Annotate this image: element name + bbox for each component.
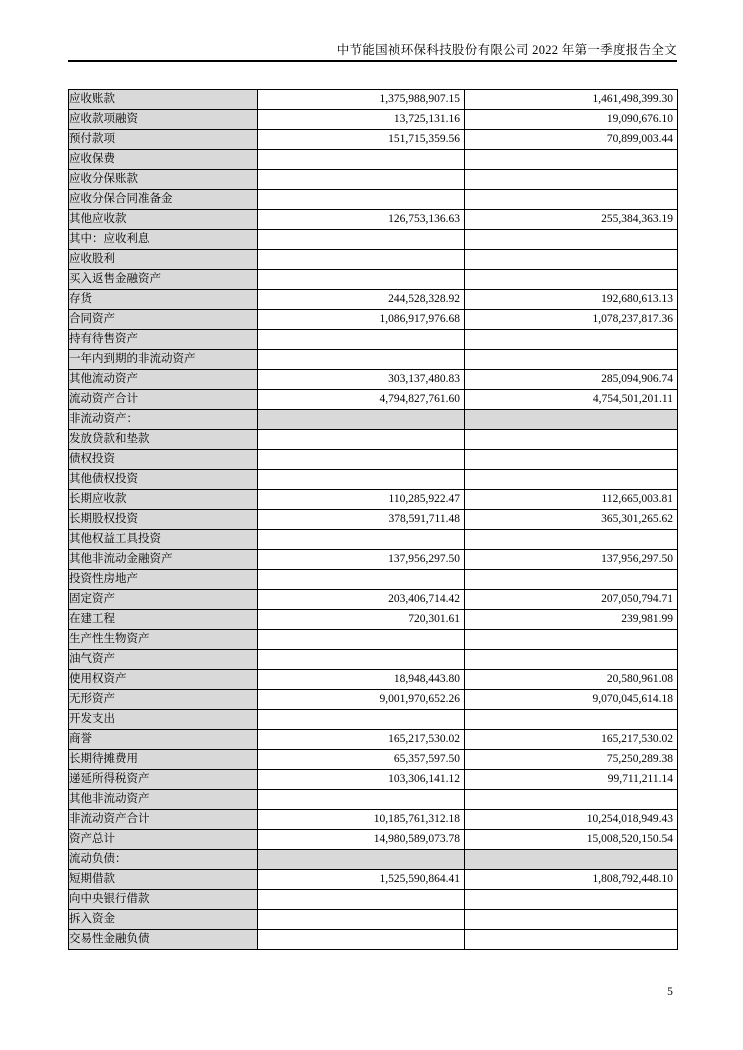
value-current-period-cell: 1,525,590,864.41 [258, 870, 465, 890]
row-label-cell: 其他债权投资 [69, 470, 258, 490]
table-row [69, 550, 678, 570]
row-label-cell: 资产总计 [69, 830, 258, 850]
value-previous-period-cell [465, 930, 678, 950]
row-label-cell: 应收账款 [69, 90, 258, 110]
table-row [69, 450, 678, 470]
value-current-period-cell: 203,406,714.42 [258, 590, 465, 610]
value-current-period-cell: 10,185,761,312.18 [258, 810, 465, 830]
table-row [69, 190, 678, 210]
row-label-cell: 生产性生物资产 [69, 630, 258, 650]
table-row [69, 870, 678, 890]
value-current-period-cell [258, 470, 465, 490]
row-label-cell: 发放贷款和垫款 [69, 430, 258, 450]
value-previous-period-cell [465, 350, 678, 370]
value-current-period-cell: 14,980,589,073.78 [258, 830, 465, 850]
row-label-cell: 商誉 [69, 730, 258, 750]
row-label-cell: 持有待售资产 [69, 330, 258, 350]
value-current-period-cell [258, 790, 465, 810]
value-current-period-cell [258, 630, 465, 650]
value-previous-period-cell [465, 450, 678, 470]
row-label-cell: 长期待摊费用 [69, 750, 258, 770]
value-previous-period-cell: 192,680,613.13 [465, 290, 678, 310]
value-current-period-cell: 9,001,970,652.26 [258, 690, 465, 710]
value-current-period-cell [258, 410, 465, 430]
table-row [69, 510, 678, 530]
table-row [69, 650, 678, 670]
value-previous-period-cell: 1,078,237,817.36 [465, 310, 678, 330]
value-previous-period-cell [465, 790, 678, 810]
value-current-period-cell: 165,217,530.02 [258, 730, 465, 750]
value-current-period-cell: 126,753,136.63 [258, 210, 465, 230]
row-label-cell: 固定资产 [69, 590, 258, 610]
table-row [69, 790, 678, 810]
table-row [69, 330, 678, 350]
value-previous-period-cell [465, 650, 678, 670]
row-label-cell: 其中：应收利息 [69, 230, 258, 250]
table-row [69, 390, 678, 410]
value-current-period-cell [258, 230, 465, 250]
value-previous-period-cell [465, 150, 678, 170]
row-label-cell: 无形资产 [69, 690, 258, 710]
balance-sheet-body [69, 90, 678, 950]
value-current-period-cell: 13,725,131.16 [258, 110, 465, 130]
value-current-period-cell: 103,306,141.12 [258, 770, 465, 790]
value-current-period-cell [258, 170, 465, 190]
value-previous-period-cell [465, 570, 678, 590]
value-previous-period-cell: 255,384,363.19 [465, 210, 678, 230]
value-previous-period-cell: 9,070,045,614.18 [465, 690, 678, 710]
value-current-period-cell: 303,137,480.83 [258, 370, 465, 390]
value-previous-period-cell: 285,094,906.74 [465, 370, 678, 390]
table-row [69, 250, 678, 270]
value-previous-period-cell [465, 470, 678, 490]
value-previous-period-cell [465, 530, 678, 550]
table-row [69, 770, 678, 790]
row-label-cell: 应收保费 [69, 150, 258, 170]
row-label-cell: 拆入资金 [69, 910, 258, 930]
value-current-period-cell: 1,375,988,907.15 [258, 90, 465, 110]
value-current-period-cell [258, 190, 465, 210]
section-row [69, 410, 678, 430]
value-previous-period-cell [465, 250, 678, 270]
value-current-period-cell [258, 850, 465, 870]
table-row [69, 610, 678, 630]
table-row [69, 750, 678, 770]
table-row [69, 930, 678, 950]
value-previous-period-cell [465, 910, 678, 930]
row-label-cell: 其他非流动金融资产 [69, 550, 258, 570]
table-row [69, 270, 678, 290]
table-row [69, 290, 678, 310]
table-row [69, 210, 678, 230]
value-current-period-cell [258, 910, 465, 930]
table-row [69, 310, 678, 330]
table-row [69, 130, 678, 150]
table-row [69, 910, 678, 930]
value-previous-period-cell [465, 630, 678, 650]
value-previous-period-cell [465, 890, 678, 910]
value-current-period-cell: 720,301.61 [258, 610, 465, 630]
value-previous-period-cell: 70,899,003.44 [465, 130, 678, 150]
value-current-period-cell: 137,956,297.50 [258, 550, 465, 570]
section-row [69, 850, 678, 870]
row-label-cell: 非流动资产： [69, 410, 258, 430]
value-previous-period-cell [465, 230, 678, 250]
value-previous-period-cell: 10,254,018,949.43 [465, 810, 678, 830]
value-current-period-cell [258, 650, 465, 670]
value-current-period-cell [258, 330, 465, 350]
balance-sheet-table [68, 89, 678, 950]
value-previous-period-cell [465, 430, 678, 450]
value-previous-period-cell [465, 170, 678, 190]
table-row [69, 590, 678, 610]
table-row [69, 810, 678, 830]
row-label-cell: 其他流动资产 [69, 370, 258, 390]
row-label-cell: 流动负债： [69, 850, 258, 870]
value-previous-period-cell: 20,580,961.08 [465, 670, 678, 690]
table-row [69, 430, 678, 450]
value-previous-period-cell [465, 410, 678, 430]
row-label-cell: 存货 [69, 290, 258, 310]
value-current-period-cell: 151,715,359.56 [258, 130, 465, 150]
row-label-cell: 长期股权投资 [69, 510, 258, 530]
value-current-period-cell [258, 150, 465, 170]
row-label-cell: 其他权益工具投资 [69, 530, 258, 550]
value-current-period-cell [258, 930, 465, 950]
row-label-cell: 交易性金融负债 [69, 930, 258, 950]
value-current-period-cell: 65,357,597.50 [258, 750, 465, 770]
row-label-cell: 长期应收款 [69, 490, 258, 510]
value-previous-period-cell: 4,754,501,201.11 [465, 390, 678, 410]
row-label-cell: 应收分保合同准备金 [69, 190, 258, 210]
row-label-cell: 其他应收款 [69, 210, 258, 230]
table-row [69, 730, 678, 750]
report-header-title: 中节能国祯环保科技股份有限公司 2022 年第一季度报告全文 [336, 43, 677, 57]
row-label-cell: 短期借款 [69, 870, 258, 890]
value-current-period-cell [258, 250, 465, 270]
value-current-period-cell: 1,086,917,976.68 [258, 310, 465, 330]
value-current-period-cell [258, 350, 465, 370]
value-current-period-cell: 378,591,711.48 [258, 510, 465, 530]
table-row [69, 470, 678, 490]
table-row [69, 370, 678, 390]
value-previous-period-cell: 15,008,520,150.54 [465, 830, 678, 850]
table-row [69, 570, 678, 590]
value-current-period-cell: 18,948,443.80 [258, 670, 465, 690]
page-number: 5 [667, 986, 673, 998]
value-current-period-cell [258, 270, 465, 290]
value-previous-period-cell: 1,808,792,448.10 [465, 870, 678, 890]
row-label-cell: 应收股利 [69, 250, 258, 270]
table-row [69, 110, 678, 130]
table-row [69, 630, 678, 650]
value-previous-period-cell: 75,250,289.38 [465, 750, 678, 770]
value-current-period-cell [258, 710, 465, 730]
table-row [69, 530, 678, 550]
header-rule [68, 60, 677, 62]
row-label-cell: 买入返售金融资产 [69, 270, 258, 290]
value-previous-period-cell [465, 190, 678, 210]
value-previous-period-cell: 365,301,265.62 [465, 510, 678, 530]
value-previous-period-cell: 239,981.99 [465, 610, 678, 630]
row-label-cell: 其他非流动资产 [69, 790, 258, 810]
table-row [69, 350, 678, 370]
value-current-period-cell [258, 450, 465, 470]
row-label-cell: 投资性房地产 [69, 570, 258, 590]
row-label-cell: 油气资产 [69, 650, 258, 670]
row-label-cell: 流动资产合计 [69, 390, 258, 410]
value-previous-period-cell [465, 330, 678, 350]
table-row [69, 90, 678, 110]
table-row [69, 690, 678, 710]
value-previous-period-cell [465, 710, 678, 730]
value-current-period-cell [258, 530, 465, 550]
value-previous-period-cell: 207,050,794.71 [465, 590, 678, 610]
value-previous-period-cell: 137,956,297.50 [465, 550, 678, 570]
row-label-cell: 递延所得税资产 [69, 770, 258, 790]
table-row [69, 710, 678, 730]
value-current-period-cell: 4,794,827,761.60 [258, 390, 465, 410]
row-label-cell: 向中央银行借款 [69, 890, 258, 910]
table-row [69, 890, 678, 910]
value-current-period-cell: 244,528,328.92 [258, 290, 465, 310]
value-current-period-cell: 110,285,922.47 [258, 490, 465, 510]
row-label-cell: 使用权资产 [69, 670, 258, 690]
value-current-period-cell [258, 430, 465, 450]
table-row [69, 230, 678, 250]
row-label-cell: 债权投资 [69, 450, 258, 470]
table-row [69, 670, 678, 690]
table-row [69, 150, 678, 170]
row-label-cell: 应收款项融资 [69, 110, 258, 130]
value-previous-period-cell [465, 270, 678, 290]
row-label-cell: 应收分保账款 [69, 170, 258, 190]
value-previous-period-cell: 1,461,498,399.30 [465, 90, 678, 110]
row-label-cell: 一年内到期的非流动资产 [69, 350, 258, 370]
row-label-cell: 在建工程 [69, 610, 258, 630]
table-row [69, 490, 678, 510]
value-previous-period-cell: 165,217,530.02 [465, 730, 678, 750]
row-label-cell: 开发支出 [69, 710, 258, 730]
value-previous-period-cell: 99,711,211.14 [465, 770, 678, 790]
value-current-period-cell [258, 890, 465, 910]
row-label-cell: 非流动资产合计 [69, 810, 258, 830]
table-row [69, 830, 678, 850]
value-previous-period-cell: 19,090,676.10 [465, 110, 678, 130]
value-previous-period-cell: 112,665,003.81 [465, 490, 678, 510]
value-current-period-cell [258, 570, 465, 590]
row-label-cell: 预付款项 [69, 130, 258, 150]
row-label-cell: 合同资产 [69, 310, 258, 330]
table-row [69, 170, 678, 190]
value-previous-period-cell [465, 850, 678, 870]
